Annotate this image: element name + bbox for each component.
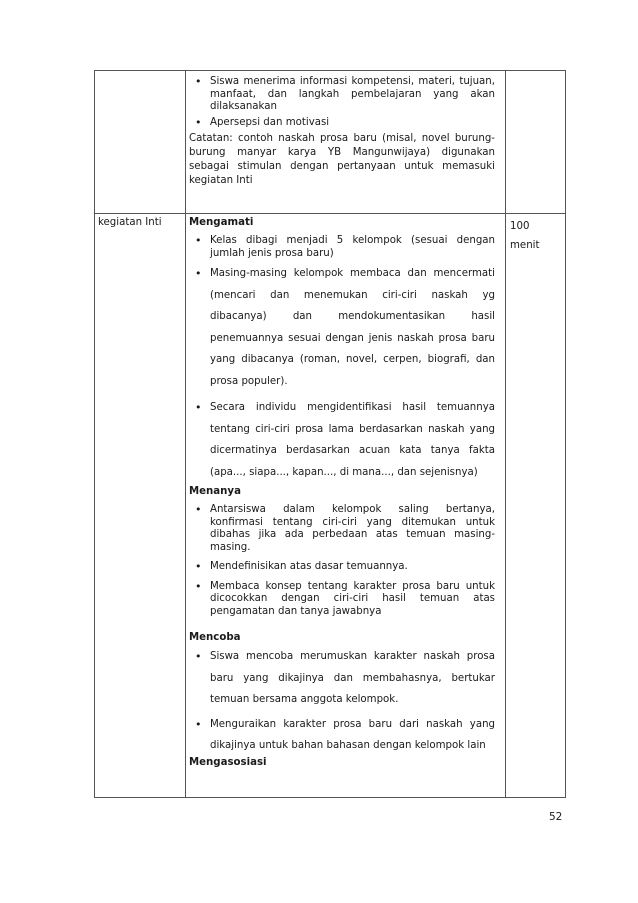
time-cell [506, 214, 566, 798]
list-item: • Siswa menerima informasi kompetensi, materi, tujuan, manfaat, dan langkah pembelajaran yang akan dilaksanakan [189, 76, 495, 114]
list-item [189, 263, 495, 392]
section-heading-menanya: Menanya [189, 486, 241, 497]
bullet-list [189, 235, 495, 483]
list-item-text: Masing-masing kelompok membaca dan mencermati [210, 268, 495, 279]
list-item: • Secara individu mengidentifikasi hasil temuannya tentang ciri-ciri prosa lama berdasarkan naskah yang dicermatinya berdasarkan acuan kata tanya fakta (apa..., siapa..., kapan..., di mana..., dan sejenisnya) [189, 397, 495, 483]
lesson-plan-table [94, 70, 566, 798]
activity-label: kegiatan Inti [98, 217, 162, 228]
table-row-pendahuluan [95, 71, 566, 214]
note-text: Catatan: contoh naskah prosa baru (misal, novel burung-burung manyar karya YB Mangunwijaya) digunakan sebagai stimulan dengan pertanyaan untuk memasuki kegiatan Inti [189, 133, 495, 186]
description-cell [186, 71, 506, 214]
list-item: • Siswa mencoba merumuskan karakter naskah prosa baru yang dikajinya dan membahasnya, bertukar temuan bersama anggota kelompok. [189, 646, 495, 711]
list-item: • Antarsiswa dalam kelompok saling bertanya, konfirmasi tentang ciri-ciri yang ditemukan untuk dibahas jika ada perbedaan atas temuan masing-masing. [189, 504, 495, 554]
activity-label-cell [95, 71, 186, 214]
time-cell [506, 71, 566, 214]
activity-label-cell [95, 214, 186, 798]
list-item: • Kelas dibagi menjadi 5 kelompok (sesuai dengan jumlah jenis prosa baru) [189, 235, 495, 260]
list-item: • Mendefinisikan atas dasar temuannya. [189, 561, 495, 574]
bullet-list [189, 76, 495, 129]
section-heading-mengamati: Mengamati [189, 217, 254, 228]
bullet-list [189, 504, 495, 618]
list-item-text: (mencari dan menemukan ciri-ciri naskah yg dibacanya) dan mendokumentasikan hasil penemuannya sesuai dengan jenis naskah prosa baru yang dibacanya (roman, novel, cerpen, biografi, dan prosa populer). [210, 289, 495, 387]
time-value: 100 [510, 221, 530, 232]
time-unit: menit [510, 240, 540, 251]
list-item: • Apersepsi dan motivasi [189, 117, 495, 130]
section-heading-mencoba: Mencoba [189, 632, 241, 643]
list-item: • Membaca konsep tentang karakter prosa baru untuk dicocokkan dengan ciri-ciri hasil temuan atas pengamatan dan tanya jawabnya [189, 581, 495, 619]
description-cell [186, 214, 506, 798]
list-item: • Menguraikan karakter prosa baru dari naskah yang dikajinya untuk bahan bahasan dengan kelompok lain [189, 714, 495, 757]
page-number: 52 [549, 811, 563, 823]
bullet-list [189, 646, 495, 757]
table-row-kegiatan-inti [95, 214, 566, 798]
section-heading-mengasosiasi: Mengasosiasi [189, 756, 267, 768]
